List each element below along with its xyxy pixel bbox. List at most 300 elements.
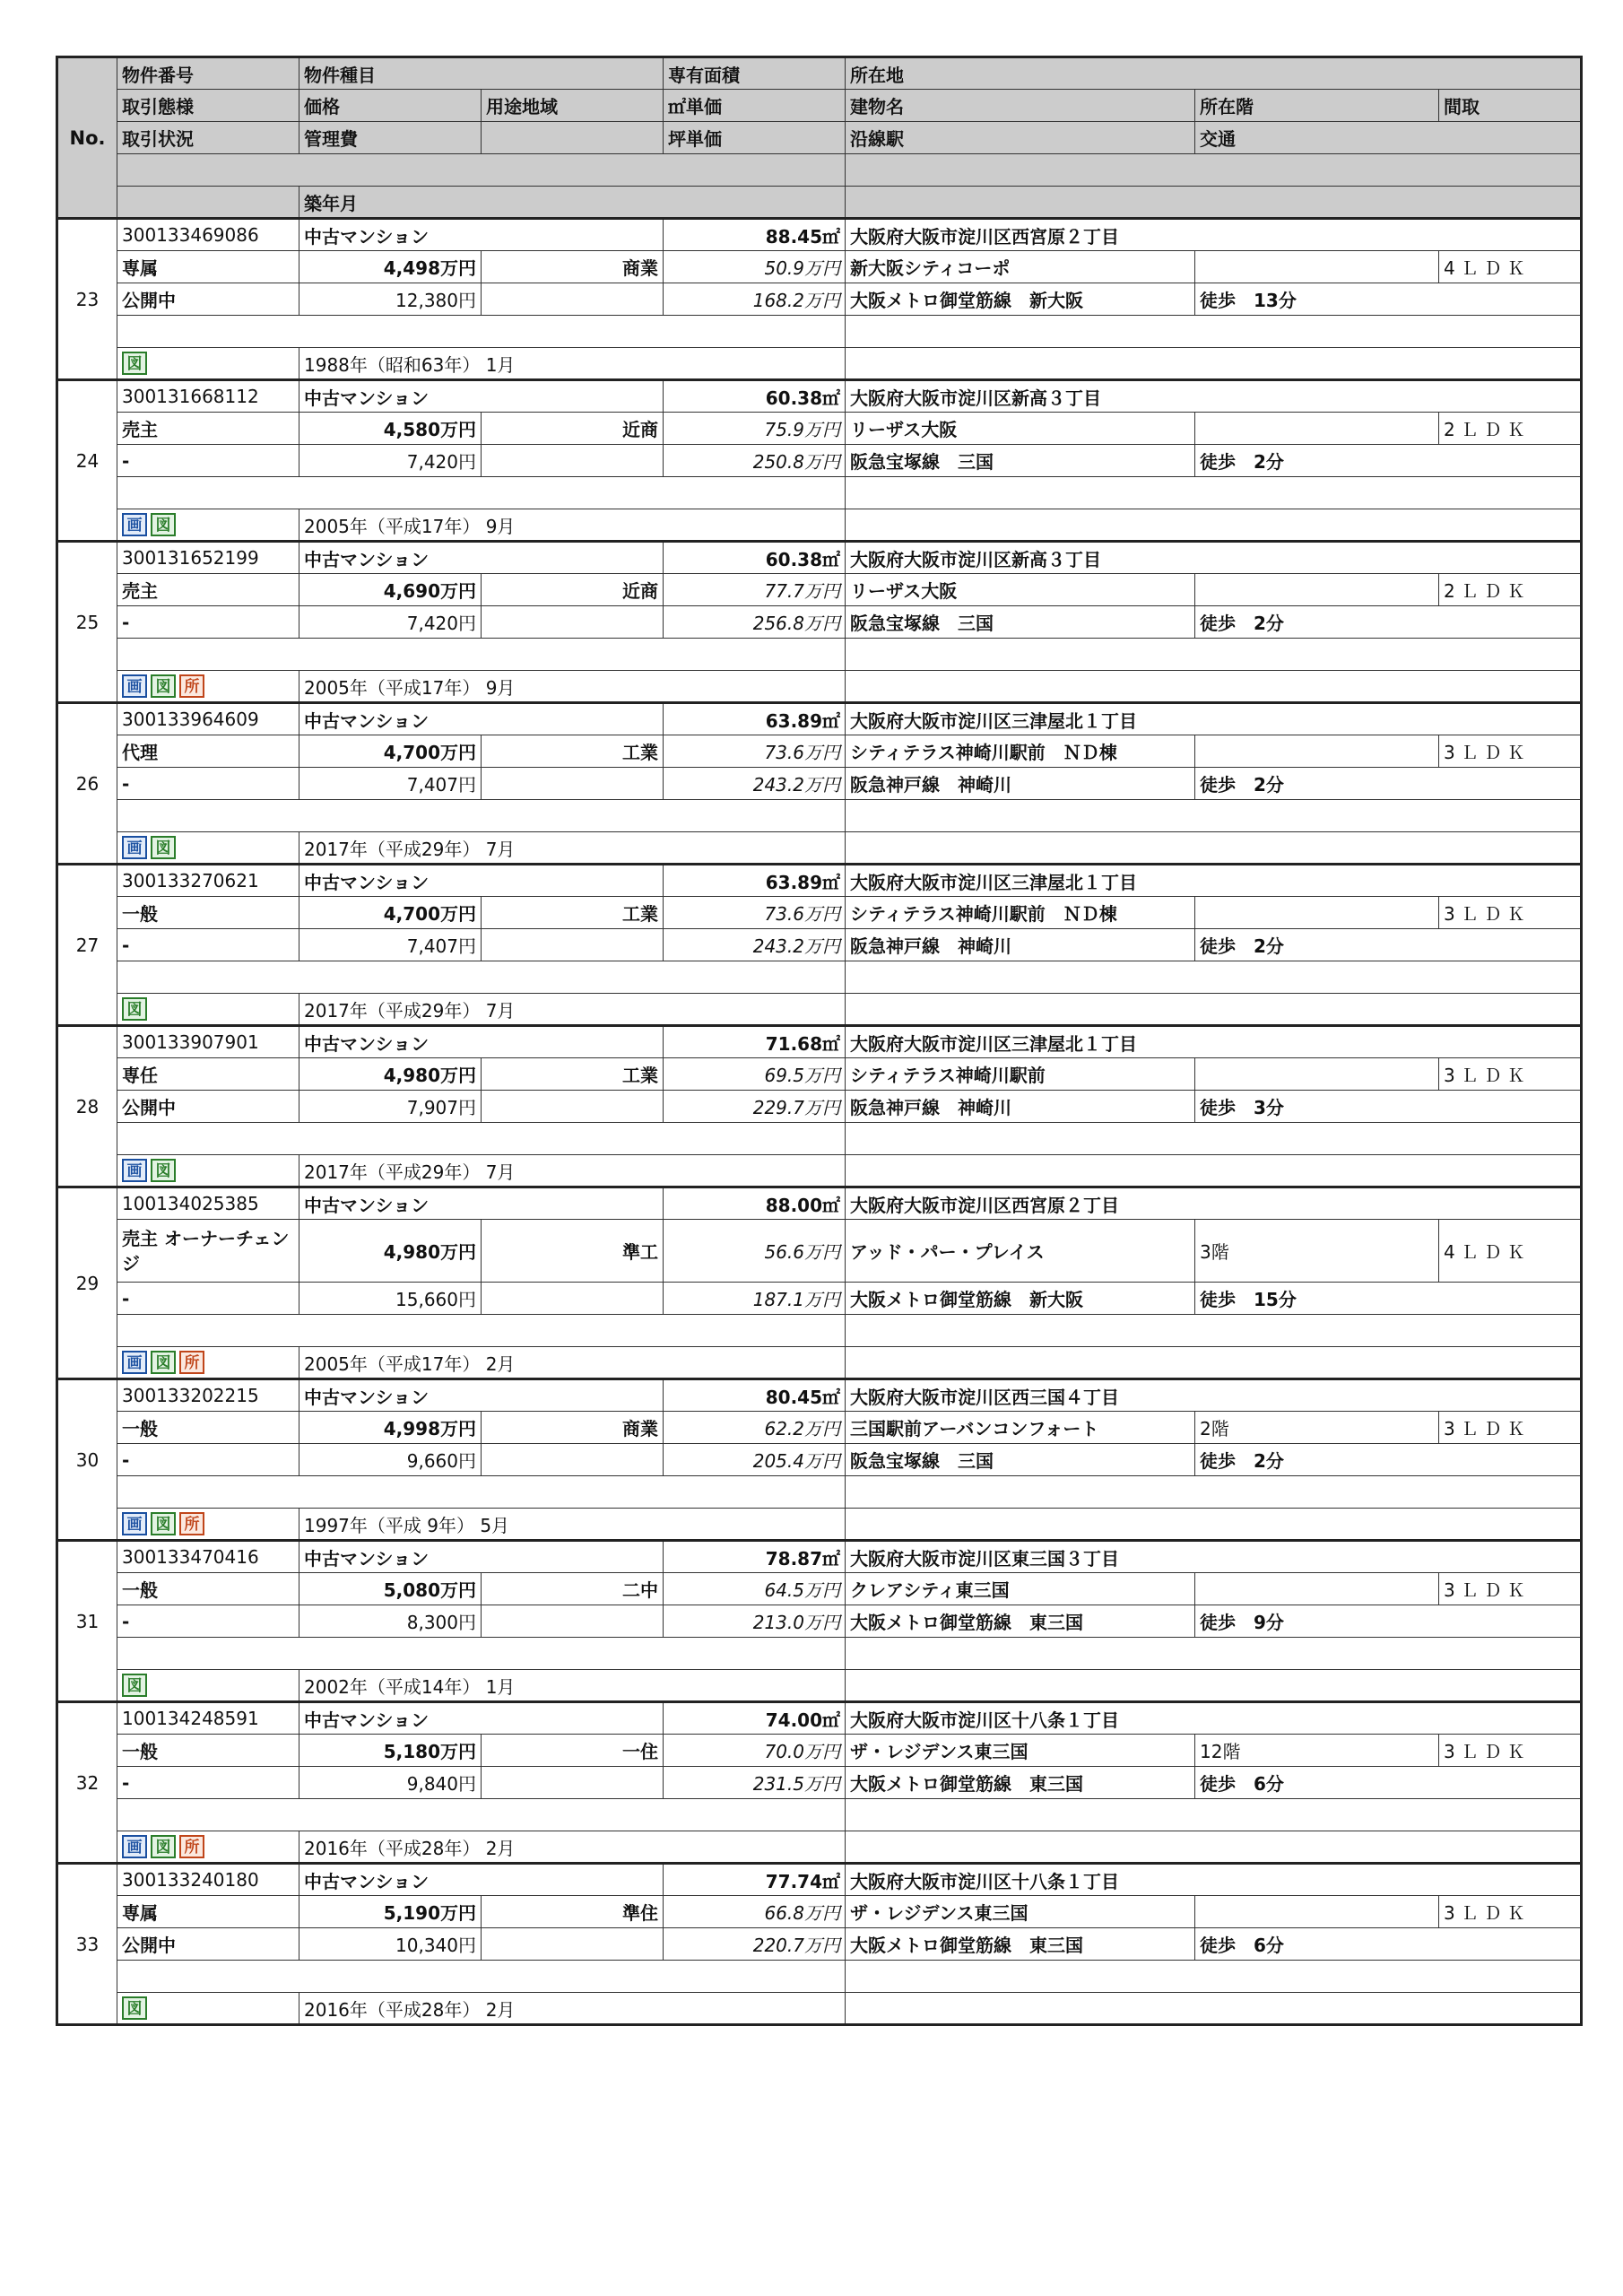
floorplan-icon[interactable]: 図 — [122, 1674, 147, 1697]
blank-cell — [846, 671, 1582, 703]
header-deal-status: 取引状況 — [117, 122, 299, 154]
header-blank-4 — [117, 187, 299, 219]
zoning: 近商 — [482, 413, 664, 445]
management-fee: 7,907円 — [299, 1091, 482, 1123]
blank-cell — [846, 832, 1582, 865]
tsubo-price: 250.8万円 — [664, 445, 846, 477]
listing-row — [57, 1541, 1582, 1573]
row-number: 25 — [57, 542, 117, 703]
floorplan-icon[interactable]: 図 — [151, 836, 176, 859]
zoning: 工業 — [482, 1058, 664, 1091]
property-id: 100134025385 — [117, 1187, 299, 1220]
listing-row-access — [57, 1091, 1582, 1123]
blank-cell — [846, 1347, 1582, 1379]
media-icons-cell — [117, 1509, 299, 1541]
listing-row-access — [57, 1283, 1582, 1315]
blank-cell — [117, 1799, 846, 1831]
deal-type: 売主 — [117, 574, 299, 606]
layout: 3ＬＤＫ — [1439, 1735, 1582, 1767]
blank-cell — [117, 1123, 846, 1155]
listing-row-built — [57, 348, 1582, 380]
listing-row-spacer — [57, 800, 1582, 832]
deal-status: - — [117, 929, 299, 961]
station: 阪急神戸線 神崎川 — [846, 1091, 1195, 1123]
layout: 4ＬＤＫ — [1439, 1220, 1582, 1283]
photo-icon[interactable]: 画 — [122, 674, 147, 698]
floorplan-icon[interactable]: 図 — [122, 352, 147, 375]
media-icons-cell — [117, 1155, 299, 1187]
management-fee: 7,407円 — [299, 768, 482, 800]
blank-cell — [117, 477, 846, 509]
listing-row-built — [57, 509, 1582, 542]
property-id: 300133470416 — [117, 1541, 299, 1573]
built-date: 2002年（平成14年） 1月 — [299, 1670, 846, 1702]
floor: 2階 — [1195, 1412, 1439, 1444]
sqm-price: 56.6万円 — [664, 1220, 846, 1283]
listing-row — [57, 380, 1582, 413]
listing-row-price — [57, 251, 1582, 283]
header-zoning: 用途地域 — [482, 90, 664, 122]
blank-cell — [846, 316, 1582, 348]
price: 5,080万円 — [299, 1573, 482, 1605]
built-date: 1988年（昭和63年） 1月 — [299, 348, 846, 380]
floorplan-icon[interactable]: 図 — [151, 1835, 176, 1858]
blank-cell — [117, 316, 846, 348]
zoning: 工業 — [482, 897, 664, 929]
header-built: 築年月 — [299, 187, 846, 219]
listing-row-access — [57, 1928, 1582, 1961]
tsubo-price: 231.5万円 — [664, 1767, 846, 1799]
deal-status: - — [117, 445, 299, 477]
header-prop-type: 物件種目 — [299, 57, 664, 90]
listing-row-access — [57, 929, 1582, 961]
blank-cell — [482, 445, 664, 477]
sqm-price: 75.9万円 — [664, 413, 846, 445]
blank-cell — [846, 348, 1582, 380]
row-number: 31 — [57, 1541, 117, 1702]
listing-row-access — [57, 1767, 1582, 1799]
deal-status: - — [117, 1605, 299, 1638]
price: 4,700万円 — [299, 897, 482, 929]
station: 阪急神戸線 神崎川 — [846, 768, 1195, 800]
listing-row-built — [57, 1670, 1582, 1702]
deal-type: 一般 — [117, 1412, 299, 1444]
blank-cell — [846, 1993, 1582, 2025]
listing-row-access — [57, 768, 1582, 800]
listing-row-spacer — [57, 1638, 1582, 1670]
built-date: 2005年（平成17年） 9月 — [299, 509, 846, 542]
station: 阪急宝塚線 三国 — [846, 606, 1195, 639]
floorplan-icon[interactable]: 図 — [151, 1351, 176, 1374]
header-floor: 所在階 — [1195, 90, 1439, 122]
management-fee: 12,380円 — [299, 283, 482, 316]
media-icons-cell — [117, 1993, 299, 2025]
floor — [1195, 735, 1439, 768]
deal-type: 一般 — [117, 1735, 299, 1767]
floorplan-icon[interactable]: 図 — [151, 1159, 176, 1182]
map-location-icon[interactable]: 所 — [179, 1835, 204, 1858]
layout: 4ＬＤＫ — [1439, 251, 1582, 283]
floorplan-icon[interactable]: 図 — [151, 513, 176, 536]
access: 徒歩 6分 — [1195, 1767, 1582, 1799]
property-id: 300133202215 — [117, 1379, 299, 1412]
deal-type: 一般 — [117, 897, 299, 929]
listing-row-spacer — [57, 477, 1582, 509]
property-id: 300131668112 — [117, 380, 299, 413]
floorplan-icon[interactable]: 図 — [122, 1996, 147, 2020]
header-blank-1 — [482, 122, 664, 154]
property-type: 中古マンション — [299, 865, 664, 897]
access: 徒歩 13分 — [1195, 283, 1582, 316]
access: 徒歩 2分 — [1195, 445, 1582, 477]
property-type: 中古マンション — [299, 703, 664, 735]
listing-row-spacer — [57, 961, 1582, 994]
building-name: 新大阪シティコーポ — [846, 251, 1195, 283]
header-area: 専有面積 — [664, 57, 846, 90]
row-number: 24 — [57, 380, 117, 542]
building-name: リーザス大阪 — [846, 574, 1195, 606]
listing-row — [57, 865, 1582, 897]
tsubo-price: 243.2万円 — [664, 929, 846, 961]
sqm-price: 50.9万円 — [664, 251, 846, 283]
listing-row-access — [57, 445, 1582, 477]
layout: 2ＬＤＫ — [1439, 413, 1582, 445]
sqm-price: 64.5万円 — [664, 1573, 846, 1605]
map-location-icon[interactable]: 所 — [179, 1351, 204, 1374]
listing-row-price — [57, 1058, 1582, 1091]
building-name: リーザス大阪 — [846, 413, 1195, 445]
listing-row-built — [57, 994, 1582, 1026]
station: 阪急神戸線 神崎川 — [846, 929, 1195, 961]
listing-row — [57, 1026, 1582, 1058]
header-blank-5 — [846, 187, 1582, 219]
header-address: 所在地 — [846, 57, 1582, 90]
header-layout: 間取 — [1439, 90, 1582, 122]
blank-cell — [117, 1638, 846, 1670]
listing-row-built — [57, 1347, 1582, 1379]
blank-cell — [482, 1605, 664, 1638]
address: 大阪府大阪市淀川区西宮原２丁目 — [846, 1187, 1582, 1220]
blank-cell — [117, 1961, 846, 1993]
tsubo-price: 187.1万円 — [664, 1283, 846, 1315]
built-date: 2016年（平成28年） 2月 — [299, 1831, 846, 1864]
listing-row — [57, 703, 1582, 735]
sqm-price: 73.6万円 — [664, 897, 846, 929]
zoning: 準住 — [482, 1896, 664, 1928]
building-name: シティテラス神崎川駅前 ＮＤ棟 — [846, 897, 1195, 929]
floorplan-icon[interactable]: 図 — [151, 674, 176, 698]
photo-icon[interactable]: 画 — [122, 1351, 147, 1374]
management-fee: 7,407円 — [299, 929, 482, 961]
address: 大阪府大阪市淀川区三津屋北１丁目 — [846, 1026, 1582, 1058]
property-id: 300133907901 — [117, 1026, 299, 1058]
listing-row — [57, 1702, 1582, 1735]
property-type: 中古マンション — [299, 1379, 664, 1412]
floorplan-icon[interactable]: 図 — [151, 1512, 176, 1535]
building-name: ザ・レジデンス東三国 — [846, 1896, 1195, 1928]
header-prop-no: 物件番号 — [117, 57, 299, 90]
management-fee: 7,420円 — [299, 606, 482, 639]
header-sqm-price: ㎡単価 — [664, 90, 846, 122]
price: 4,498万円 — [299, 251, 482, 283]
address: 大阪府大阪市淀川区西三国４丁目 — [846, 1379, 1582, 1412]
property-type: 中古マンション — [299, 1541, 664, 1573]
building-name: クレアシティ東三国 — [846, 1573, 1195, 1605]
station: 大阪メトロ御堂筋線 東三国 — [846, 1767, 1195, 1799]
floor — [1195, 413, 1439, 445]
media-icons-cell — [117, 1670, 299, 1702]
layout: 2ＬＤＫ — [1439, 574, 1582, 606]
layout: 3ＬＤＫ — [1439, 1896, 1582, 1928]
station: 阪急宝塚線 三国 — [846, 1444, 1195, 1476]
property-type: 中古マンション — [299, 1187, 664, 1220]
listing-row — [57, 542, 1582, 574]
management-fee: 7,420円 — [299, 445, 482, 477]
photo-icon[interactable]: 画 — [122, 513, 147, 536]
address: 大阪府大阪市淀川区西宮原２丁目 — [846, 219, 1582, 251]
blank-cell — [117, 639, 846, 671]
built-date: 2017年（平成29年） 7月 — [299, 832, 846, 865]
station: 大阪メトロ御堂筋線 東三国 — [846, 1605, 1195, 1638]
header-deal-type: 取引態様 — [117, 90, 299, 122]
layout: 3ＬＤＫ — [1439, 1573, 1582, 1605]
tsubo-price: 229.7万円 — [664, 1091, 846, 1123]
header-building: 建物名 — [846, 90, 1195, 122]
tsubo-price: 256.8万円 — [664, 606, 846, 639]
table-header — [57, 57, 1582, 219]
management-fee: 8,300円 — [299, 1605, 482, 1638]
tsubo-price: 168.2万円 — [664, 283, 846, 316]
floor-area: 63.89㎡ — [664, 865, 846, 897]
deal-status: - — [117, 768, 299, 800]
listing-row-access — [57, 606, 1582, 639]
floor-area: 60.38㎡ — [664, 542, 846, 574]
map-location-icon[interactable]: 所 — [179, 1512, 204, 1535]
header-mgmt-fee: 管理費 — [299, 122, 482, 154]
zoning: 商業 — [482, 251, 664, 283]
management-fee: 10,340円 — [299, 1928, 482, 1961]
floor: 12階 — [1195, 1735, 1439, 1767]
blank-cell — [846, 1476, 1582, 1509]
deal-type: 専属 — [117, 1896, 299, 1928]
deal-status: - — [117, 1767, 299, 1799]
access: 徒歩 6分 — [1195, 1928, 1582, 1961]
row-number: 29 — [57, 1187, 117, 1379]
photo-icon[interactable]: 画 — [122, 1512, 147, 1535]
building-name: シティテラス神崎川駅前 — [846, 1058, 1195, 1091]
property-id: 300133964609 — [117, 703, 299, 735]
row-number: 27 — [57, 865, 117, 1026]
floorplan-icon[interactable]: 図 — [122, 997, 147, 1021]
zoning: 一住 — [482, 1735, 664, 1767]
media-icons-cell — [117, 1347, 299, 1379]
row-number: 28 — [57, 1026, 117, 1187]
access: 徒歩 2分 — [1195, 768, 1582, 800]
blank-cell — [117, 1476, 846, 1509]
tsubo-price: 213.0万円 — [664, 1605, 846, 1638]
blank-cell — [846, 1315, 1582, 1347]
blank-cell — [846, 1961, 1582, 1993]
price: 4,690万円 — [299, 574, 482, 606]
listing-row-price — [57, 735, 1582, 768]
sqm-price: 77.7万円 — [664, 574, 846, 606]
listing-row-access — [57, 1605, 1582, 1638]
zoning: 二中 — [482, 1573, 664, 1605]
listing-row-built — [57, 1155, 1582, 1187]
listing-row-spacer — [57, 1961, 1582, 1993]
header-blank-2 — [117, 154, 846, 187]
price: 4,580万円 — [299, 413, 482, 445]
tsubo-price: 205.4万円 — [664, 1444, 846, 1476]
photo-icon[interactable]: 画 — [122, 836, 147, 859]
listing-row-price — [57, 1412, 1582, 1444]
deal-status: - — [117, 606, 299, 639]
layout: 3ＬＤＫ — [1439, 735, 1582, 768]
blank-cell — [117, 800, 846, 832]
access: 徒歩 2分 — [1195, 606, 1582, 639]
property-id: 100134248591 — [117, 1702, 299, 1735]
blank-cell — [846, 509, 1582, 542]
access: 徒歩 3分 — [1195, 1091, 1582, 1123]
photo-icon[interactable]: 画 — [122, 1159, 147, 1182]
sqm-price: 73.6万円 — [664, 735, 846, 768]
floor-area: 60.38㎡ — [664, 380, 846, 413]
listing-row-built — [57, 1509, 1582, 1541]
row-number: 23 — [57, 219, 117, 380]
deal-type: 代理 — [117, 735, 299, 768]
media-icons-cell — [117, 1831, 299, 1864]
property-type: 中古マンション — [299, 380, 664, 413]
blank-cell — [846, 1155, 1582, 1187]
property-type: 中古マンション — [299, 219, 664, 251]
floor-area: 77.74㎡ — [664, 1864, 846, 1896]
floor — [1195, 1573, 1439, 1605]
listing-row — [57, 1187, 1582, 1220]
built-date: 2017年（平成29年） 7月 — [299, 994, 846, 1026]
price: 4,998万円 — [299, 1412, 482, 1444]
blank-cell — [482, 1928, 664, 1961]
layout: 3ＬＤＫ — [1439, 897, 1582, 929]
blank-cell — [846, 477, 1582, 509]
blank-cell — [482, 1767, 664, 1799]
listing-row-built — [57, 1831, 1582, 1864]
header-station: 沿線駅 — [846, 122, 1195, 154]
listing-row — [57, 219, 1582, 251]
building-name: シティテラス神崎川駅前 ＮＤ棟 — [846, 735, 1195, 768]
map-location-icon[interactable]: 所 — [179, 674, 204, 698]
deal-type: 一般 — [117, 1573, 299, 1605]
blank-cell — [482, 606, 664, 639]
blank-cell — [482, 283, 664, 316]
media-icons-cell — [117, 509, 299, 542]
blank-cell — [482, 929, 664, 961]
listing-row-access — [57, 1444, 1582, 1476]
blank-cell — [846, 1799, 1582, 1831]
blank-cell — [482, 768, 664, 800]
zoning: 準工 — [482, 1220, 664, 1283]
floor-area: 78.87㎡ — [664, 1541, 846, 1573]
address: 大阪府大阪市淀川区三津屋北１丁目 — [846, 703, 1582, 735]
layout: 3ＬＤＫ — [1439, 1058, 1582, 1091]
deal-status: - — [117, 1444, 299, 1476]
property-id: 300133240180 — [117, 1864, 299, 1896]
blank-cell — [846, 961, 1582, 994]
blank-cell — [846, 1638, 1582, 1670]
address: 大阪府大阪市淀川区新高３丁目 — [846, 542, 1582, 574]
listing-row-spacer — [57, 1315, 1582, 1347]
row-number: 33 — [57, 1864, 117, 2025]
price: 5,190万円 — [299, 1896, 482, 1928]
sqm-price: 66.8万円 — [664, 1896, 846, 1928]
listing-row-access — [57, 283, 1582, 316]
station: 大阪メトロ御堂筋線 東三国 — [846, 1928, 1195, 1961]
sqm-price: 69.5万円 — [664, 1058, 846, 1091]
address: 大阪府大阪市淀川区十八条１丁目 — [846, 1864, 1582, 1896]
deal-type: 売主 — [117, 413, 299, 445]
listing-row-price — [57, 413, 1582, 445]
management-fee: 15,660円 — [299, 1283, 482, 1315]
access: 徒歩 9分 — [1195, 1605, 1582, 1638]
listing-row-price — [57, 1896, 1582, 1928]
deal-status: 公開中 — [117, 1928, 299, 1961]
property-listing-table — [56, 56, 1583, 2026]
header-blank-3 — [846, 154, 1582, 187]
photo-icon[interactable]: 画 — [122, 1835, 147, 1858]
floor: 3階 — [1195, 1220, 1439, 1283]
listing-row-built — [57, 832, 1582, 865]
address: 大阪府大阪市淀川区三津屋北１丁目 — [846, 865, 1582, 897]
floor-area: 74.00㎡ — [664, 1702, 846, 1735]
deal-type: 売主 オーナーチェンジ — [117, 1220, 299, 1283]
media-icons-cell — [117, 832, 299, 865]
header-price: 価格 — [299, 90, 482, 122]
blank-cell — [846, 1831, 1582, 1864]
built-date: 2005年（平成17年） 2月 — [299, 1347, 846, 1379]
listing-row — [57, 1864, 1582, 1896]
media-icons-cell — [117, 671, 299, 703]
deal-type: 専属 — [117, 251, 299, 283]
listing-row-price — [57, 574, 1582, 606]
listing-row-price — [57, 1220, 1582, 1283]
floor-area: 63.89㎡ — [664, 703, 846, 735]
listing-row-price — [57, 1735, 1582, 1767]
listing-row-built — [57, 1993, 1582, 2025]
floor-area: 88.00㎡ — [664, 1187, 846, 1220]
sqm-price: 70.0万円 — [664, 1735, 846, 1767]
property-id: 300133270621 — [117, 865, 299, 897]
listing-body — [57, 219, 1582, 2025]
access: 徒歩 15分 — [1195, 1283, 1582, 1315]
row-number: 32 — [57, 1702, 117, 1864]
building-name: 三国駅前アーバンコンフォート — [846, 1412, 1195, 1444]
property-type: 中古マンション — [299, 1026, 664, 1058]
row-number: 30 — [57, 1379, 117, 1541]
floor — [1195, 1896, 1439, 1928]
listing-row-spacer — [57, 639, 1582, 671]
property-type: 中古マンション — [299, 542, 664, 574]
address: 大阪府大阪市淀川区十八条１丁目 — [846, 1702, 1582, 1735]
property-id: 300133469086 — [117, 219, 299, 251]
blank-cell — [117, 1315, 846, 1347]
property-id: 300131652199 — [117, 542, 299, 574]
blank-cell — [482, 1283, 664, 1315]
management-fee: 9,660円 — [299, 1444, 482, 1476]
blank-cell — [846, 1123, 1582, 1155]
property-type: 中古マンション — [299, 1864, 664, 1896]
blank-cell — [846, 800, 1582, 832]
building-name: ザ・レジデンス東三国 — [846, 1735, 1195, 1767]
listing-row-spacer — [57, 316, 1582, 348]
